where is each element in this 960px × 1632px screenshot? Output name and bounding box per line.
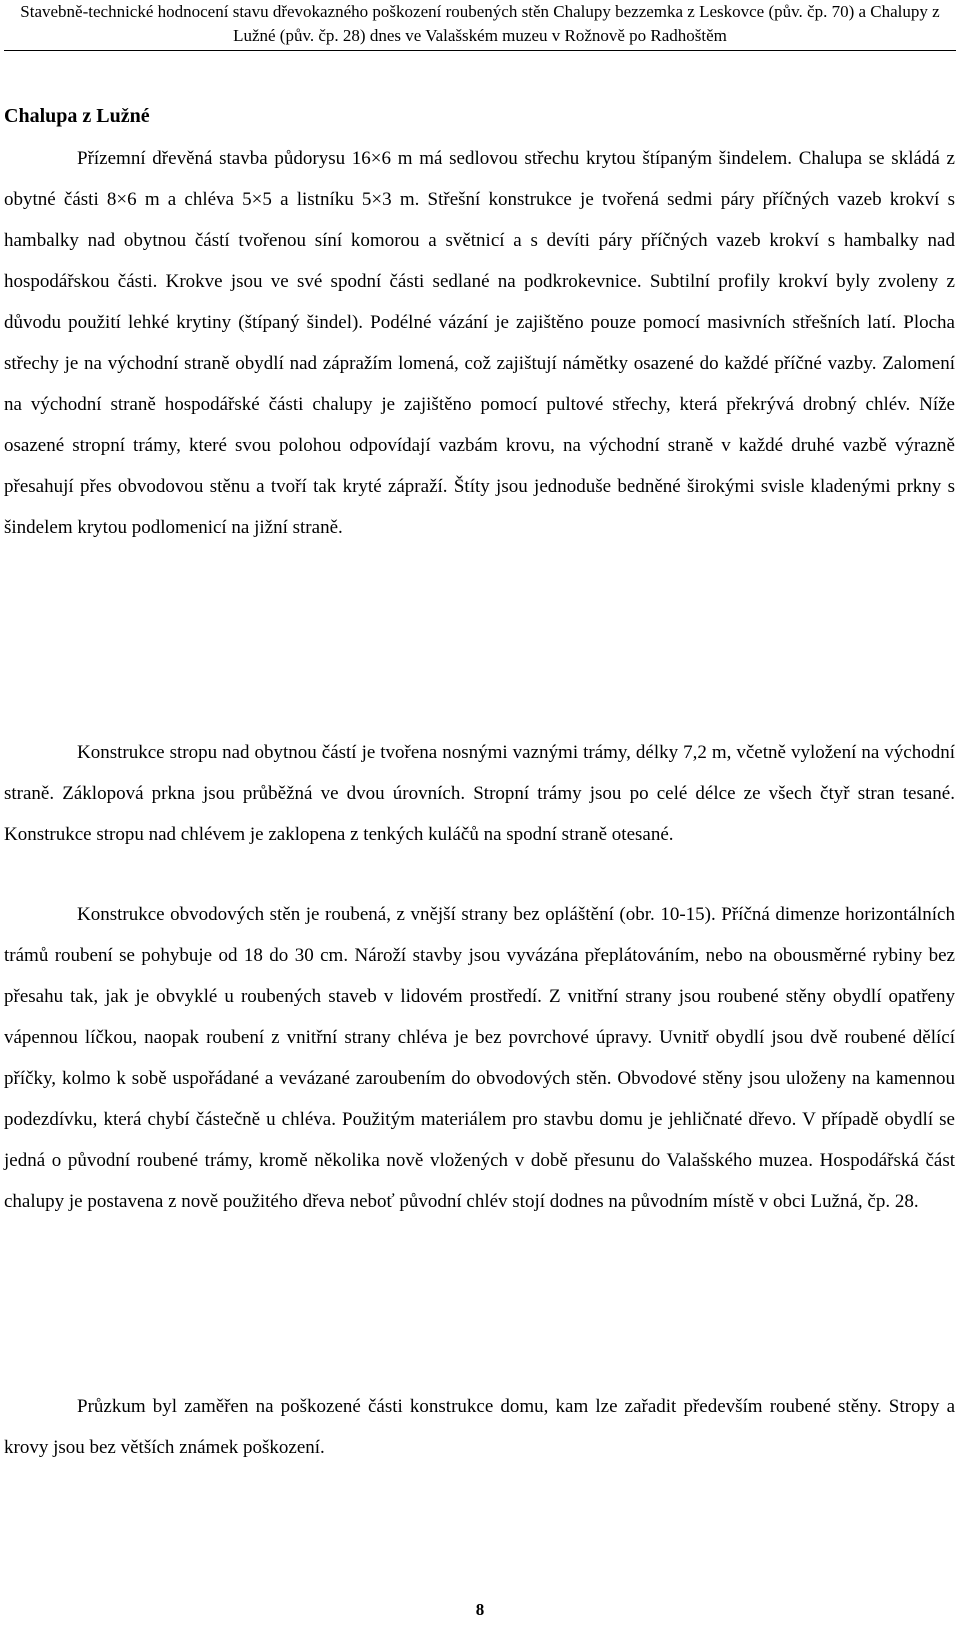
body-paragraph-walls: Konstrukce obvodových stěn je roubená, z vnější strany bez opláštění (obr. 10-15). Příčná dimenze horizontálních trámů roubení se pohybuje od 18 do 30 cm. Nároží stavby jsou vyvázána přeplátováním, nebo na obousměrné rybiny bez přesahu tak, jak je obvyklé u roubených staveb v lidovém prostředí. Z vnitřní strany jsou roubené stěny obydlí opatřeny vápennou líčkou, naopak roubení z vnitřní strany chléva je bez povrchové úpravy. Uvnitř obydlí jsou dvě roubené dělící příčky, kolmo k sobě uspořádané a vevázané zaroubením do obvodových stěn. Obvodové stěny jsou uloženy na kamennou podezdívku, která chybí částečně u chléva. Použitým materiálem pro stavbu domu je jehličnaté dřevo. V případě obydlí se jedná o původní roubené trámy, kromě několika nově vložených v době přesunu do Valašského muzea. Hospodářská část chalupy je postavena z nově použitého dřeva neboť původní chlév stojí dodnes na původním místě v obci Lužná, čp. 28. xyxy=(4,904,955,1212)
body-paragraph-survey: Průzkum byl zaměřen na poškozené části konstrukce domu, kam lze zařadit především roubené stěny. Stropy a krovy jsou bez větších známek poškození. xyxy=(4,1396,955,1458)
body-paragraph-ceiling: Konstrukce stropu nad obytnou částí je tvořena nosnými vaznými trámy, délky 7,2 m, včetně vyložení na východní straně. Záklopová prkna jsou průběžná ve dvou úrovních. Stropní trámy jsou po celé délce ze všech čtyř stran tesané. Konstrukce stropu nad chlévem je zaklopena z tenkých kuláčů na spodní straně otesané. xyxy=(4,742,955,845)
body-paragraph-roof: Přízemní dřevěná stavba půdorysu 16×6 m má sedlovou střechu krytou štípaným šindelem. Chalupa se skládá z obytné části 8×6 m a chléva 5×5 a listníku 5×3 m. Střešní konstrukce je tvořená sedmi páry příčných vazeb krokví s hambalky nad obytnou částí tvořenou síní komorou a světnicí a s devíti páry příčných vazeb krokví s hambalky nad hospodářskou části. Krokve jsou ve své spodní části sedlané na podkrokevnice. Subtilní profily krokví byly zvoleny z důvodu použití lehké krytiny (štípaný šindel). Podélné vázání je zajištěno pouze pomocí masivních střešních latí. Plocha střechy je na východní straně obydlí nad zápražím lomená, což zajištují námětky osazené do každé příčné vazby. Zalomení na východní straně hospodářské části chalupy je zajištěno pomocí pultové střechy, která překrývá drobný chlév. Níže osazené stropní trámy, které svou polohou odpovídají vazbám krovu, na východní straně v každé druhé vazbě výrazně přesahují přes obvodovou stěnu a tvoří tak kryté zápraží. Štíty jsou jednoduše bedněné širokými svisle kladenými prkny s šindelem krytou podlomenicí na jižní straně. xyxy=(4,148,955,538)
section-heading: Chalupa z Lužné xyxy=(4,105,150,127)
running-header: Stavebně-technické hodnocení stavu dřevokazného poškození roubených stěn Chalupy bezzemka z Leskovce (pův. čp. 70) a Chalupy z Lužné (pův. čp. 28) dnes ve Valašském muzeu v Rožnově po Radhoštěm xyxy=(4,0,956,51)
page-number: 8 xyxy=(475,1600,485,1619)
